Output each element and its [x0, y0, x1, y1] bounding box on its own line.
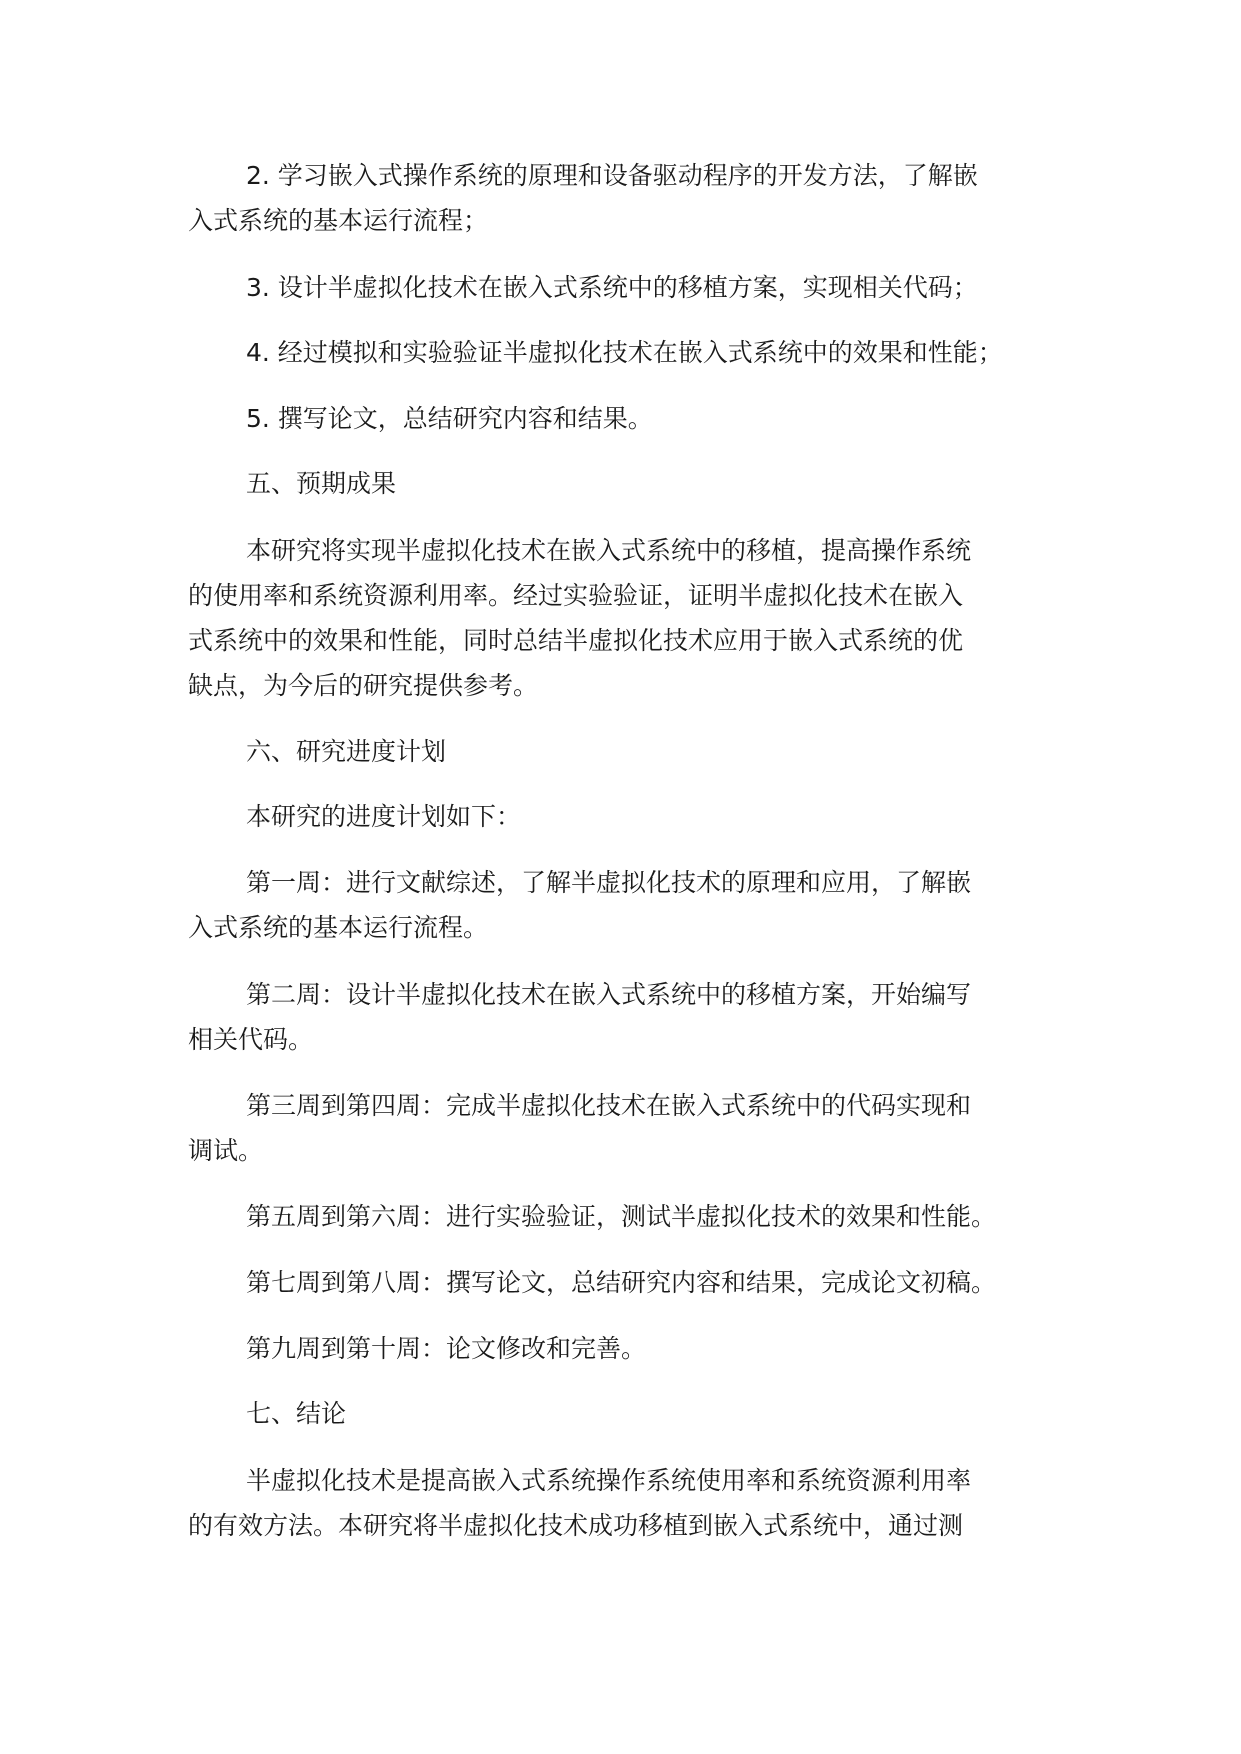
- text-line: 第七周到第八周：撰写论文，总结研究内容和结果，完成论文初稿。: [246, 1268, 997, 1297]
- section-heading: 七、结论: [246, 1399, 347, 1428]
- text-line: 第九周到第十周：论文修改和完善。: [246, 1334, 647, 1363]
- text-line: 的有效方法。本研究将半虚拟化技术成功移植到嵌入式系统中，通过测: [188, 1511, 964, 1540]
- text-line: 5. 撰写论文，总结研究内容和结果。: [246, 404, 653, 433]
- text-line: 第一周：进行文献综述，了解半虚拟化技术的原理和应用，了解嵌: [246, 868, 972, 897]
- section-heading: 六、研究进度计划: [246, 737, 447, 766]
- text-line: 的使用率和系统资源利用率。经过实验验证，证明半虚拟化技术在嵌入: [188, 581, 964, 610]
- text-line: 半虚拟化技术是提高嵌入式系统操作系统使用率和系统资源利用率: [246, 1466, 972, 1495]
- text-line: 4. 经过模拟和实验验证半虚拟化技术在嵌入式系统中的效果和性能；: [246, 338, 1003, 367]
- text-line: 2. 学习嵌入式操作系统的原理和设备驱动程序的开发方法，了解嵌: [246, 161, 978, 190]
- text-line: 本研究的进度计划如下：: [246, 802, 522, 831]
- text-line: 相关代码。: [188, 1025, 314, 1054]
- text-line: 第二周：设计半虚拟化技术在嵌入式系统中的移植方案，开始编写: [246, 980, 972, 1009]
- text-line: 3. 设计半虚拟化技术在嵌入式系统中的移植方案，实现相关代码；: [246, 273, 978, 302]
- text-line: 调试。: [188, 1136, 264, 1165]
- text-line: 本研究将实现半虚拟化技术在嵌入式系统中的移植，提高操作系统: [246, 536, 972, 565]
- text-line: 第五周到第六周：进行实验验证，测试半虚拟化技术的效果和性能。: [246, 1202, 997, 1231]
- text-line: 式系统中的效果和性能，同时总结半虚拟化技术应用于嵌入式系统的优: [188, 626, 964, 655]
- text-line: 第三周到第四周：完成半虚拟化技术在嵌入式系统中的代码实现和: [246, 1091, 972, 1120]
- text-line: 入式系统的基本运行流程；: [188, 206, 489, 235]
- text-line: 缺点，为今后的研究提供参考。: [188, 671, 539, 700]
- text-line: 入式系统的基本运行流程。: [188, 913, 489, 942]
- section-heading: 五、预期成果: [246, 469, 397, 498]
